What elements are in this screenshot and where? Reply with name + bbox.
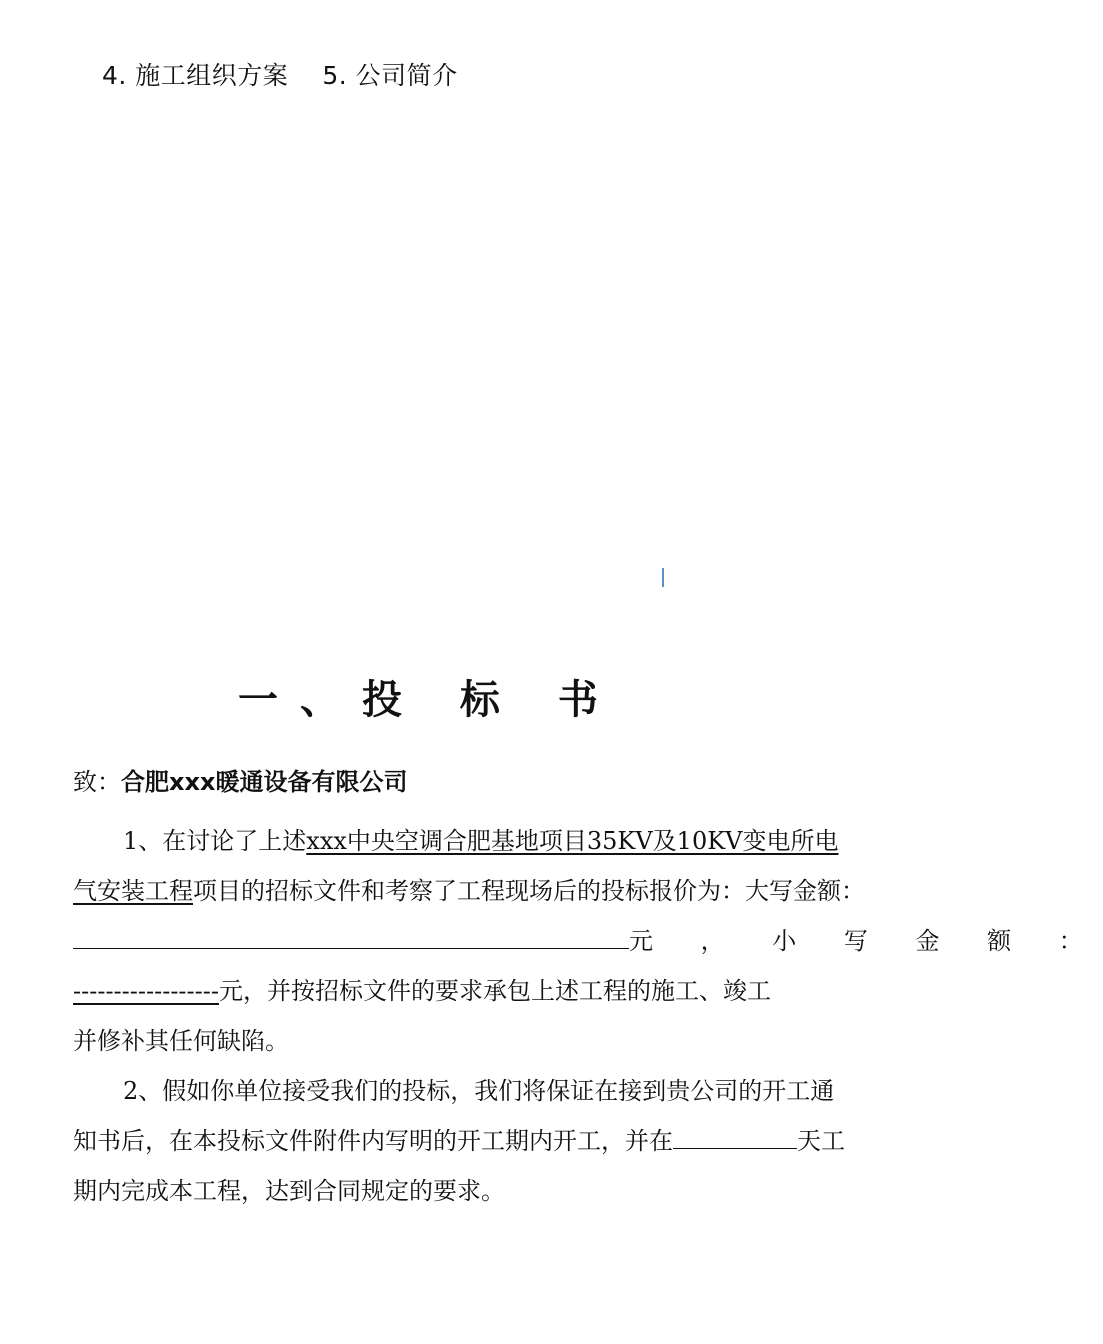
p1-line3 — [73, 924, 1103, 958]
p1-line5: 并修补其任何缺陷。 — [73, 1027, 289, 1055]
toc-item-construction-plan: 4. 施工组织方案 — [102, 61, 289, 90]
p1-project-name-b: 气安装工程 — [73, 877, 193, 905]
amount-in-words-blank — [73, 926, 629, 949]
p2-line1: 2、假如你单位接受我们的投标，我们将保证在接到贵公司的开工通 — [123, 1077, 835, 1105]
p2-line2-text: 知书后，在本投标文件附件内写明的开工期内开工，并在 — [73, 1127, 673, 1155]
p2-line2-end: 天工 — [797, 1127, 845, 1155]
p1-line4 — [73, 974, 771, 1008]
p1-line2 — [73, 874, 865, 908]
toc-line — [102, 56, 458, 92]
p1-line1 — [123, 824, 839, 858]
amount-in-figures-blank: ------------------ — [73, 977, 219, 1005]
p1-lead: 1、在讨论了上述 — [123, 827, 307, 855]
p1-line4-text: 元，并按招标文件的要求承包上述工程的施工、竣工 — [218, 977, 771, 1005]
addressee — [73, 762, 407, 797]
p1-project-name-a: xxx中央空调合肥基地项目35KV及10KV变电所电 — [306, 827, 839, 855]
addressee-prefix: 致： — [73, 768, 121, 796]
toc-item-company-profile: 5. 公司简介 — [322, 61, 458, 90]
p1-line3-text: 元 ， 小 写 金 额 ： — [629, 927, 1103, 955]
construction-days-blank — [673, 1126, 797, 1149]
section-title: 一、投 标 书 — [238, 677, 620, 723]
addressee-company: 合肥xxx暖通设备有限公司 — [121, 768, 408, 796]
p2-line2 — [73, 1124, 845, 1158]
p1-line2-text: 项目的招标文件和考察了工程现场后的投标报价为：大写金额： — [193, 877, 865, 905]
p2-line3: 期内完成本工程，达到合同规定的要求。 — [73, 1177, 505, 1205]
text-cursor — [662, 568, 664, 587]
